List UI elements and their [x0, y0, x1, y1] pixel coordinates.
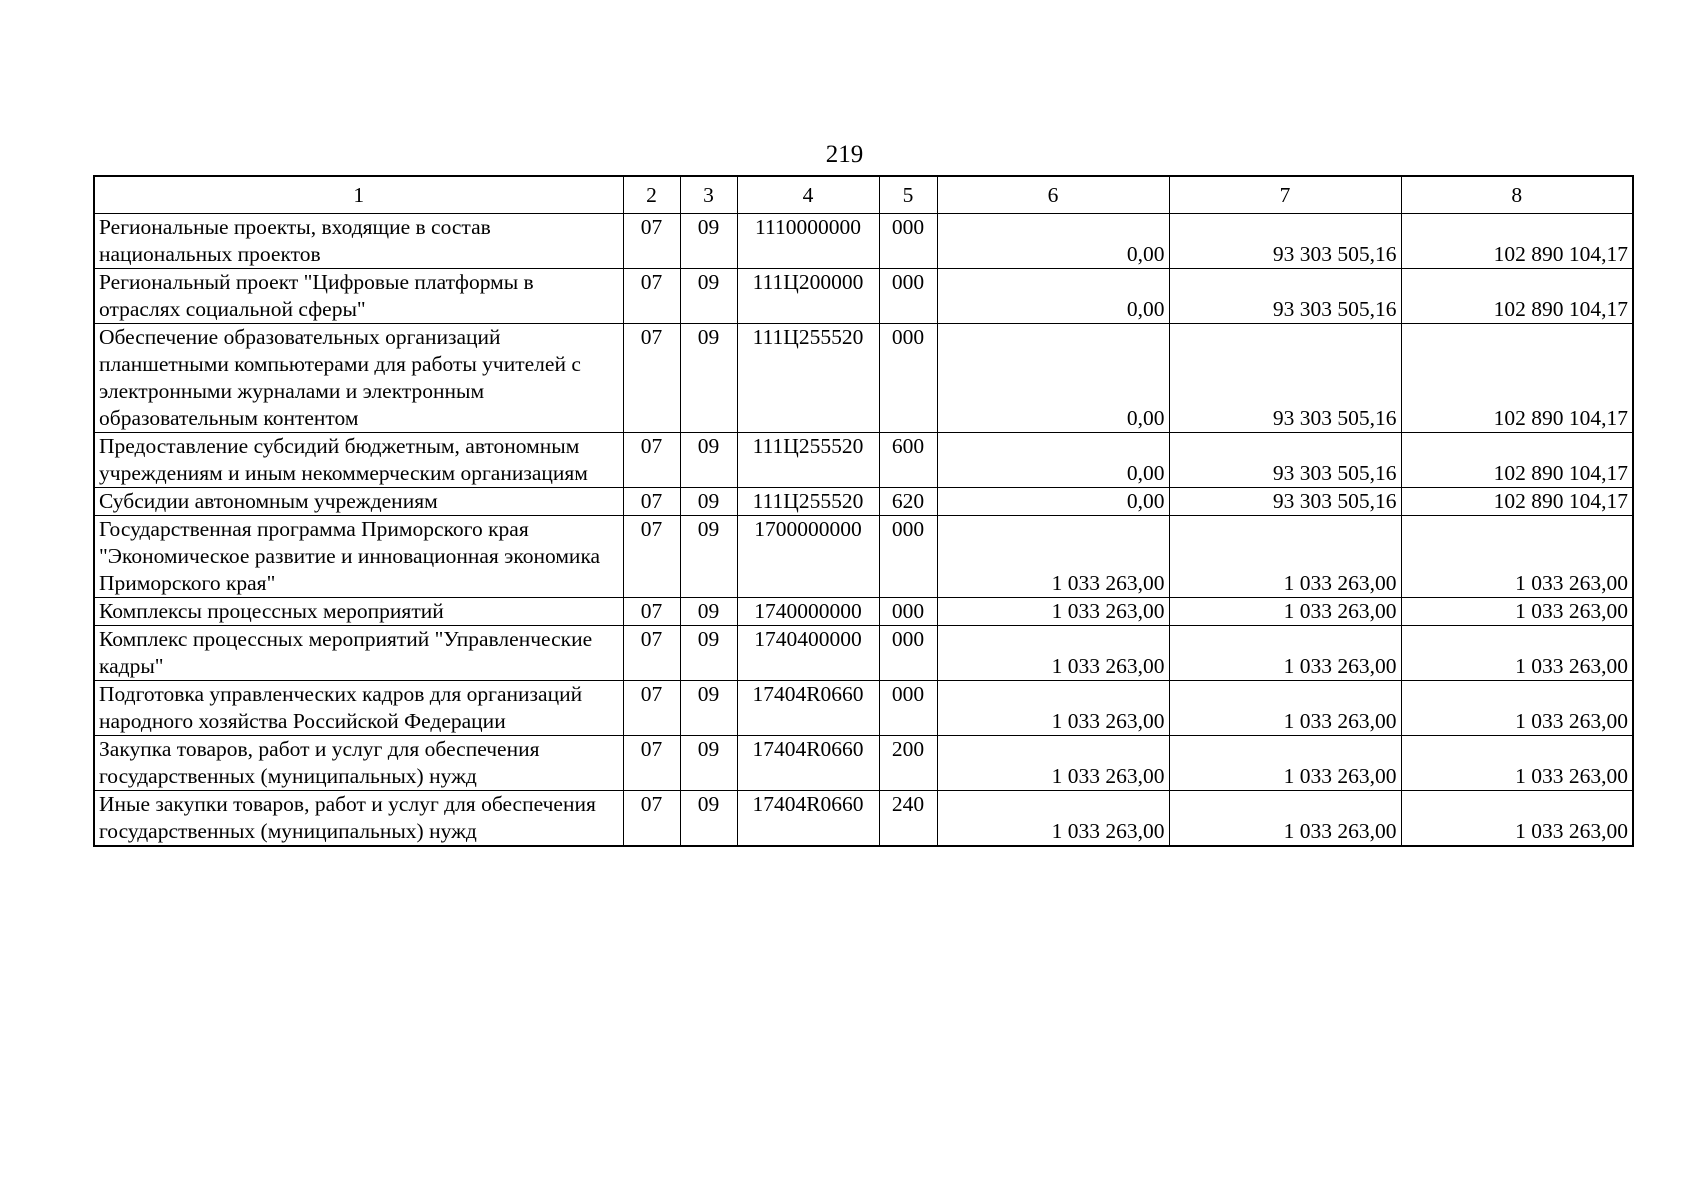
- amount-col8-cell: 1 033 263,00: [1401, 681, 1633, 736]
- table-row: [94, 433, 1633, 488]
- budget-table: [93, 175, 1634, 847]
- page-number: 219: [825, 141, 864, 168]
- table-row: [94, 681, 1633, 736]
- expense-type-cell: 000: [879, 324, 937, 433]
- target-article-cell: 111Ц255520: [737, 488, 879, 516]
- row-name-cell: Закупка товаров, работ и услуг для обеспечения государственных (муниципальных) нужд: [94, 736, 623, 791]
- amount-col8-cell: 102 890 104,17: [1401, 433, 1633, 488]
- expense-type-cell: 000: [879, 681, 937, 736]
- target-article-cell: 17404R0660: [737, 791, 879, 847]
- amount-col8-cell: 102 890 104,17: [1401, 324, 1633, 433]
- table-row: [94, 626, 1633, 681]
- amount-col8-cell: 1 033 263,00: [1401, 598, 1633, 626]
- subsection-code-cell: 09: [680, 324, 737, 433]
- table-row: [94, 598, 1633, 626]
- row-name-cell: Региональный проект "Цифровые платформы в отраслях социальной сферы": [94, 269, 623, 324]
- subsection-code-cell: 09: [680, 598, 737, 626]
- amount-col7-cell: 1 033 263,00: [1169, 598, 1401, 626]
- section-code-cell: 07: [623, 269, 680, 324]
- amount-col8-cell: 102 890 104,17: [1401, 269, 1633, 324]
- row-name-cell: Государственная программа Приморского края "Экономическое развитие и инновационная экономика Приморского края": [94, 516, 623, 598]
- column-header: 5: [879, 176, 937, 214]
- target-article-cell: 17404R0660: [737, 736, 879, 791]
- amount-col6-cell: 0,00: [937, 214, 1169, 269]
- subsection-code-cell: 09: [680, 791, 737, 847]
- row-name-cell: Комплекс процессных мероприятий "Управленческие кадры": [94, 626, 623, 681]
- amount-col6-cell: 1 033 263,00: [937, 598, 1169, 626]
- section-code-cell: 07: [623, 736, 680, 791]
- expense-type-cell: 000: [879, 214, 937, 269]
- section-code-cell: 07: [623, 324, 680, 433]
- column-header: 7: [1169, 176, 1401, 214]
- subsection-code-cell: 09: [680, 681, 737, 736]
- section-code-cell: 07: [623, 598, 680, 626]
- column-header: 4: [737, 176, 879, 214]
- section-code-cell: 07: [623, 214, 680, 269]
- amount-col7-cell: 1 033 263,00: [1169, 681, 1401, 736]
- subsection-code-cell: 09: [680, 516, 737, 598]
- column-header: 3: [680, 176, 737, 214]
- section-code-cell: 07: [623, 681, 680, 736]
- table-row: [94, 516, 1633, 598]
- subsection-code-cell: 09: [680, 214, 737, 269]
- expense-type-cell: 620: [879, 488, 937, 516]
- target-article-cell: 1740000000: [737, 598, 879, 626]
- section-code-cell: 07: [623, 791, 680, 847]
- row-name-cell: Комплексы процессных мероприятий: [94, 598, 623, 626]
- subsection-code-cell: 09: [680, 488, 737, 516]
- expense-type-cell: 000: [879, 598, 937, 626]
- amount-col7-cell: 93 303 505,16: [1169, 214, 1401, 269]
- table-row: [94, 736, 1633, 791]
- amount-col7-cell: 1 033 263,00: [1169, 736, 1401, 791]
- amount-col6-cell: 1 033 263,00: [937, 681, 1169, 736]
- target-article-cell: 1700000000: [737, 516, 879, 598]
- amount-col8-cell: 102 890 104,17: [1401, 214, 1633, 269]
- expense-type-cell: 000: [879, 516, 937, 598]
- table-row: [94, 324, 1633, 433]
- row-name-cell: Иные закупки товаров, работ и услуг для обеспечения государственных (муниципальных) нужд: [94, 791, 623, 847]
- amount-col7-cell: 93 303 505,16: [1169, 269, 1401, 324]
- amount-col7-cell: 93 303 505,16: [1169, 433, 1401, 488]
- amount-col7-cell: 1 033 263,00: [1169, 516, 1401, 598]
- amount-col8-cell: 102 890 104,17: [1401, 488, 1633, 516]
- row-name-cell: Предоставление субсидий бюджетным, автономным учреждениям и иным некоммерческим организациям: [94, 433, 623, 488]
- target-article-cell: 1110000000: [737, 214, 879, 269]
- target-article-cell: 1740400000: [737, 626, 879, 681]
- amount-col6-cell: 1 033 263,00: [937, 736, 1169, 791]
- amount-col6-cell: 1 033 263,00: [937, 791, 1169, 847]
- row-name-cell: Обеспечение образовательных организаций планшетными компьютерами для работы учителей с электронными журналами и электронным образовательным контентом: [94, 324, 623, 433]
- amount-col6-cell: 1 033 263,00: [937, 516, 1169, 598]
- table-row: [94, 269, 1633, 324]
- subsection-code-cell: 09: [680, 736, 737, 791]
- table-header-row: [94, 176, 1633, 214]
- amount-col7-cell: 1 033 263,00: [1169, 791, 1401, 847]
- amount-col8-cell: 1 033 263,00: [1401, 516, 1633, 598]
- section-code-cell: 07: [623, 626, 680, 681]
- target-article-cell: 111Ц255520: [737, 433, 879, 488]
- column-header: 2: [623, 176, 680, 214]
- expense-type-cell: 000: [879, 269, 937, 324]
- amount-col7-cell: 93 303 505,16: [1169, 488, 1401, 516]
- amount-col8-cell: 1 033 263,00: [1401, 791, 1633, 847]
- row-name-cell: Подготовка управленческих кадров для организаций народного хозяйства Российской Федерации: [94, 681, 623, 736]
- subsection-code-cell: 09: [680, 433, 737, 488]
- amount-col8-cell: 1 033 263,00: [1401, 626, 1633, 681]
- expense-type-cell: 200: [879, 736, 937, 791]
- amount-col6-cell: 0,00: [937, 269, 1169, 324]
- expense-type-cell: 600: [879, 433, 937, 488]
- section-code-cell: 07: [623, 516, 680, 598]
- subsection-code-cell: 09: [680, 269, 737, 324]
- expense-type-cell: 000: [879, 626, 937, 681]
- target-article-cell: 17404R0660: [737, 681, 879, 736]
- table-row: [94, 791, 1633, 847]
- column-header: 8: [1401, 176, 1633, 214]
- column-header: 6: [937, 176, 1169, 214]
- target-article-cell: 111Ц200000: [737, 269, 879, 324]
- row-name-cell: Региональные проекты, входящие в состав национальных проектов: [94, 214, 623, 269]
- amount-col7-cell: 1 033 263,00: [1169, 626, 1401, 681]
- amount-col6-cell: 0,00: [937, 488, 1169, 516]
- target-article-cell: 111Ц255520: [737, 324, 879, 433]
- table-row: [94, 214, 1633, 269]
- amount-col7-cell: 93 303 505,16: [1169, 324, 1401, 433]
- section-code-cell: 07: [623, 433, 680, 488]
- amount-col6-cell: 1 033 263,00: [937, 626, 1169, 681]
- section-code-cell: 07: [623, 488, 680, 516]
- expense-type-cell: 240: [879, 791, 937, 847]
- row-name-cell: Субсидии автономным учреждениям: [94, 488, 623, 516]
- amount-col8-cell: 1 033 263,00: [1401, 736, 1633, 791]
- amount-col6-cell: 0,00: [937, 324, 1169, 433]
- subsection-code-cell: 09: [680, 626, 737, 681]
- column-header: 1: [94, 176, 623, 214]
- table-row: [94, 488, 1633, 516]
- amount-col6-cell: 0,00: [937, 433, 1169, 488]
